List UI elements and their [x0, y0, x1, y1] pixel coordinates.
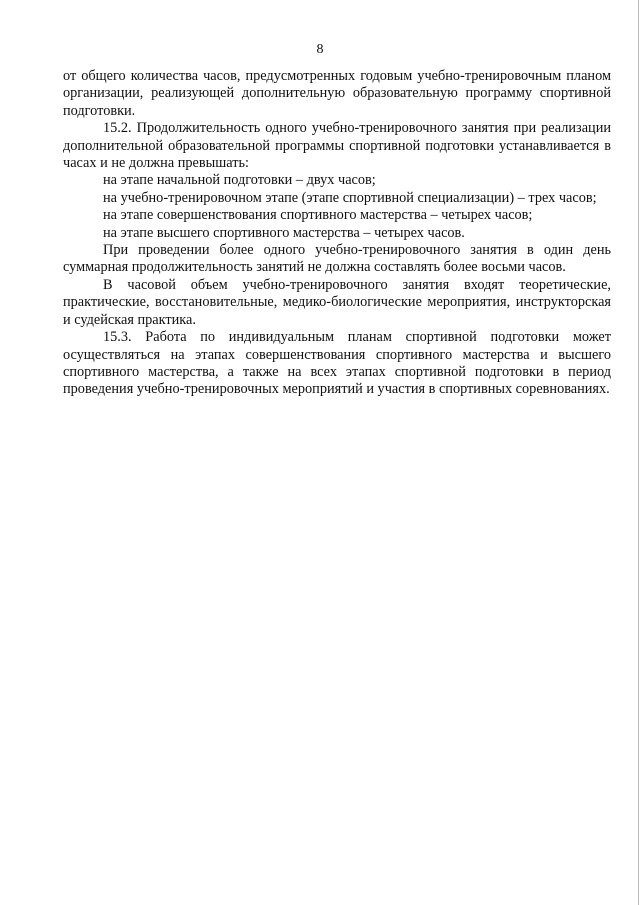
paragraph-daily-limit: При проведении более одного учебно-тренировочного занятия в один день суммарная продолжительность занятий не должна составлять более восьми часов.	[63, 242, 611, 276]
paragraph-15-3: 15.3. Работа по индивидуальным планам спортивной подготовки может осуществляться на этапах совершенствования спортивного мастерства и высшего спортивного мастерства, а также на всех этапах спортивной подготовки в период проведения учебно-тренировочных мероприятий и участия в спортивных соревнованиях.	[63, 329, 611, 398]
list-item-improvement-stage: на этапе совершенствования спортивного мастерства – четырех часов;	[103, 207, 533, 224]
paragraph-hourly-volume: В часовой объем учебно-тренировочного занятия входят теоретические, практические, восстановительные, медико-биологические мероприятия, инструкторская и судейская практика.	[63, 276, 611, 328]
list-item-initial-stage: на этапе начальной подготовки – двух часов;	[103, 172, 376, 189]
page-number: 8	[316, 42, 324, 57]
list-item-training-stage: на учебно-тренировочном этапе (этапе спортивной специализации) – трех часов;	[103, 189, 597, 206]
paragraph-15-2: 15.2. Продолжительность одного учебно-тренировочного занятия при реализации дополнительной образовательной программы спортивной подготовки устанавливается в часах и не должна превышать:	[63, 120, 611, 172]
document-body	[63, 68, 611, 399]
scan-edge	[638, 0, 639, 905]
list-item-highest-stage: на этапе высшего спортивного мастерства – четырех часов.	[103, 224, 465, 241]
paragraph-continuation: от общего количества часов, предусмотренных годовым учебно-тренировочным планом организации, реализующей дополнительную образовательную программу спортивной подготовки.	[63, 68, 611, 119]
